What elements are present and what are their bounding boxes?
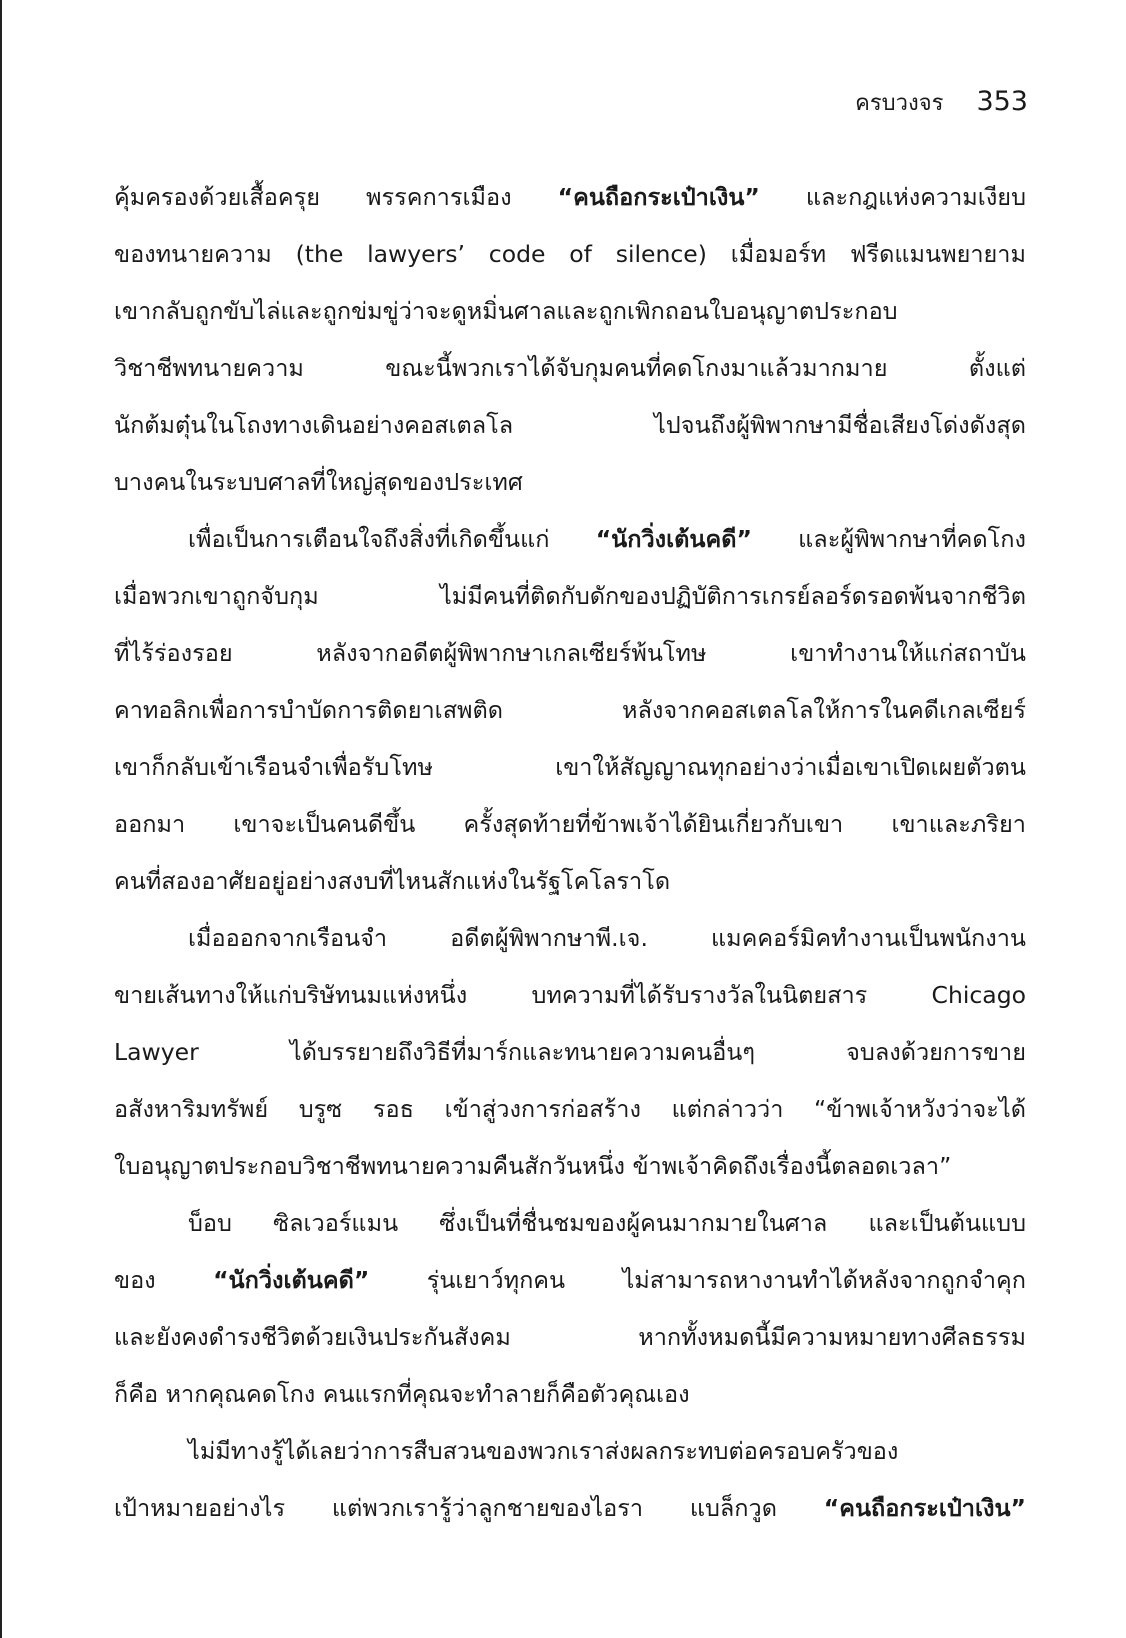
text-run: คนที่สองอาศัยอยู่อย่างสงบที่ไหนสักแห่งในรัฐโคโลราโด xyxy=(114,867,671,895)
text-line xyxy=(114,739,1026,796)
text-line xyxy=(114,1252,1026,1309)
text-run: ของ xyxy=(114,1266,214,1294)
text-line xyxy=(114,226,1026,283)
text-run: รุ่นเยาว์ทุกคน ไม่สามารถหางานทำได้หลังจากถูกจำคุก xyxy=(369,1266,1026,1294)
text-run: Lawyer ได้บรรยายถึงวิธีที่มาร์กและทนายความคนอื่นๆ จบลงด้วยการขาย xyxy=(114,1038,1026,1066)
text-line xyxy=(114,1138,1026,1195)
text-run: ที่ไร้ร่องรอย หลังจากอดีตผู้พิพากษาเกลเซียร์พ้นโทษ เขาทำงานให้แก่สถาบัน xyxy=(114,639,1026,667)
text-run: อสังหาริมทรัพย์ บรูซ รอธ เข้าสู่วงการก่อสร้าง แต่กล่าวว่า “ข้าพเจ้าหวังว่าจะได้ xyxy=(114,1095,1026,1123)
emphasis-text: “นักวิ่งเต้นคดี” xyxy=(213,1266,370,1294)
emphasis-text: “นักวิ่งเต้นคดี” xyxy=(595,525,752,553)
paragraph xyxy=(114,910,1026,1195)
text-line xyxy=(114,1423,1026,1480)
text-line xyxy=(114,283,1026,340)
text-line xyxy=(114,340,1026,397)
text-line xyxy=(114,910,1026,967)
text-line xyxy=(114,682,1026,739)
text-run: ของทนายความ (the lawyers’ code of silence) เมื่อมอร์ท ฟรีดแมนพยายาม xyxy=(114,240,1026,268)
text-line xyxy=(114,1480,1026,1537)
emphasis-text: “คนถือกระเป๋าเงิน” xyxy=(823,1494,1026,1522)
paragraph xyxy=(114,1423,1026,1537)
text-run: เป้าหมายอย่างไร แต่พวกเรารู้ว่าลูกชายของไอรา แบล็กวูด xyxy=(114,1494,824,1522)
text-run: วิชาชีพทนายความ ขณะนี้พวกเราได้จับกุมคนที่คดโกงมาแล้วมากมาย ตั้งแต่ xyxy=(114,354,1026,382)
text-line xyxy=(114,454,1026,511)
text-line xyxy=(114,1309,1026,1366)
text-line xyxy=(114,853,1026,910)
text-line xyxy=(114,397,1026,454)
text-run: เขาก็กลับเข้าเรือนจำเพื่อรับโทษ เขาให้สัญญาณทุกอย่างว่าเมื่อเขาเปิดเผยตัวตน xyxy=(114,753,1026,781)
running-head-title: ครบวงจร xyxy=(855,91,944,116)
text-line xyxy=(114,796,1026,853)
text-run: และยังคงดำรงชีวิตด้วยเงินประกันสังคม หากทั้งหมดนี้มีความหมายทางศีลธรรม xyxy=(114,1323,1026,1351)
text-run: และผู้พิพากษาที่คดโกง xyxy=(751,525,1026,553)
text-run: เมื่อออกจากเรือนจำ อดีตผู้พิพากษาพี.เจ. แมคคอร์มิคทำงานเป็นพนักงาน xyxy=(188,924,1026,952)
paragraph xyxy=(114,1195,1026,1423)
text-run: เพื่อเป็นการเตือนใจถึงสิ่งที่เกิดขึ้นแก่ xyxy=(188,525,596,553)
text-run: เขากลับถูกขับไล่และถูกข่มขู่ว่าจะดูหมิ่นศาลและถูกเพิกถอนใบอนุญาตประกอบ xyxy=(114,297,898,325)
text-run: เมื่อพวกเขาถูกจับกุม ไม่มีคนที่ติดกับดักของปฏิบัติการเกรย์ลอร์ดรอดพ้นจากชีวิต xyxy=(114,582,1026,610)
text-line xyxy=(114,625,1026,682)
emphasis-text: “คนถือกระเป๋าเงิน” xyxy=(557,183,760,211)
text-run: ก็คือ หากคุณคดโกง คนแรกที่คุณจะทำลายก็คือตัวคุณเอง xyxy=(114,1380,690,1408)
paragraph xyxy=(114,169,1026,511)
text-run: บ็อบ ซิลเวอร์แมน ซึ่งเป็นที่ชื่นชมของผู้คนมากมายในศาล และเป็นต้นแบบ xyxy=(188,1209,1026,1237)
text-line xyxy=(114,1024,1026,1081)
text-line xyxy=(114,568,1026,625)
page-number: 353 xyxy=(976,86,1028,117)
text-run: คาทอลิกเพื่อการบำบัดการติดยาเสพติด หลังจากคอสเตลโลให้การในคดีเกลเซียร์ xyxy=(114,696,1026,724)
text-run: และกฎแห่งความเงียบ xyxy=(759,183,1026,211)
text-run: บางคนในระบบศาลที่ใหญ่สุดของประเทศ xyxy=(114,468,523,496)
text-line xyxy=(114,1081,1026,1138)
page-edge-rule xyxy=(0,0,2,1638)
text-run: นักต้มตุ๋นในโถงทางเดินอย่างคอสเตลโล ไปจนถึงผู้พิพากษามีชื่อเสียงโด่งดังสุด xyxy=(114,411,1026,439)
text-run: ขายเส้นทางให้แก่บริษัทนมแห่งหนึ่ง บทความที่ได้รับรางวัลในนิตยสาร Chicago xyxy=(114,981,1026,1009)
paragraph xyxy=(114,511,1026,910)
text-run: คุ้มครองด้วยเสื้อครุย พรรคการเมือง xyxy=(114,183,558,211)
text-line xyxy=(114,1195,1026,1252)
text-run: ไม่มีทางรู้ได้เลยว่าการสืบสวนของพวกเราส่งผลกระทบต่อครอบครัวของ xyxy=(188,1437,899,1465)
body-text xyxy=(114,169,1026,1537)
text-run: ออกมา เขาจะเป็นคนดีขึ้น ครั้งสุดท้ายที่ข้าพเจ้าได้ยินเกี่ยวกับเขา เขาและภริยา xyxy=(114,810,1026,838)
text-line xyxy=(114,511,1026,568)
text-line xyxy=(114,169,1026,226)
running-head xyxy=(855,82,1028,122)
text-line xyxy=(114,1366,1026,1423)
text-line xyxy=(114,967,1026,1024)
text-run: ใบอนุญาตประกอบวิชาชีพทนายความคืนสักวันหนึ่ง ข้าพเจ้าคิดถึงเรื่องนี้ตลอดเวลา” xyxy=(114,1152,952,1180)
